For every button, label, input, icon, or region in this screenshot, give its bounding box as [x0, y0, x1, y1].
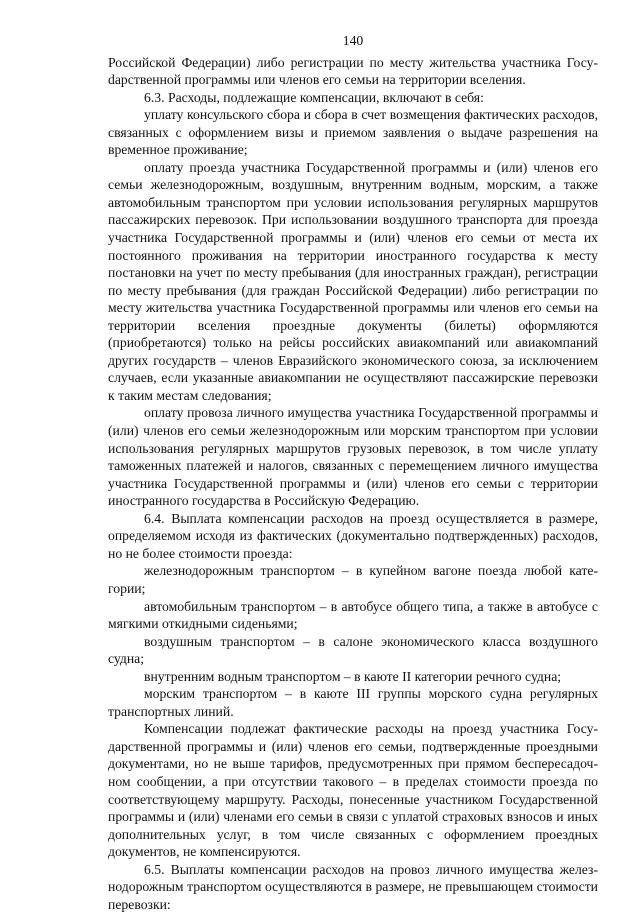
paragraph-travel-payment: оплату проезда участника Государственной программы и (или) членов его семьи железнодорожным, воздушным, внутренним водным, морским, а также автомобильным транспортом при условии использования регулярных маршрутов пассажирских перевозок. При использовании воздушного транспорта для проезда участника Государственной программы и (или) членов его семьи от места их постоянного проживания на территории иностранного государства к месту постановки на учет по месту пребывания (для иностранных граждан), регистрации по месту пребывания (для граждан Российской Федерации) либо регистрации по месту жительства участника Государственной программы или членов его семьи на территории вселения проездные документы (билеты) оформляются (приобретаются) только на рейсы российских авиакомпаний или авиакомпаний других государств – членов Евразийского экономического союза, за исключением случаев, если указанные авиакомпании не осуществляют пассажирские перевозки к таким местам следования;	[108, 159, 598, 403]
paragraph-6-3-heading: 6.3. Расходы, подлежащие компенсации, включают в себя:	[144, 89, 484, 105]
paragraph-inland-water: внутренним водным транспортом – в каюте II категории речного судна;	[144, 668, 562, 684]
paragraph-continuation: Российской Федерации) либо регистрации по месту жительства участника Госуdарственной программы или членов его семьи на территории вселения.	[108, 54, 598, 88]
document-page	[108, 32, 598, 913]
paragraph-sea: морским транспортом – в каюте III группы морского судна регулярных транспортных линий.	[108, 686, 598, 719]
paragraph-consular-fee: уплату консульского сбора и сбора в счет возмещения фактических расходов, связанных с оформлением визы и приемом заявления о выдаче разрешения на временное проживание;	[108, 107, 598, 158]
paragraph-rail: железнодорожным транспортом – в купейном вагоне поезда любой категории;	[108, 563, 598, 596]
page-number: 140	[342, 33, 364, 48]
paragraph-road: автомобильным транспортом – в автобусе общего типа, а также в автобусе с мягкими откидными сиденьями;	[108, 598, 598, 632]
paragraph-property-transport: оплату провоза личного имущества участника Государственной программы и (или) членов его семьи железнодорожным или морским транспортом при условии использования регулярных маршрутов грузовых перевозок, в том числе уплату таможенных платежей и налогов, связанных с перемещением личного имущества участника Государственной программы и (или) членов его семьи с территории иностранного государства в Российскую Федерацию.	[108, 405, 598, 509]
paragraph-6-5: 6.5. Выплаты компенсации расходов на провоз личного имущества железнодорожным транспортом осуществляются в размере, не превышающем стоимости перевозки:	[108, 861, 598, 912]
paragraph-compensation-rules: Компенсации подлежат фактические расходы на проезд участника Государственной программы и (или) членов его семьи, подтвержденные проездными документами, но не выше тарифов, предусмотренных при прямом беспересадочном сообщении, а при отсутствии такового – в пределах стоимости проезда по соответствующему маршруту. Расходы, понесенные участником Государственной программы и (или) членами его семьи в связи с уплатой страховых взносов и иных дополнительных услуг, в том числе связанных с оформлением проездных документов, не компенсируются.	[108, 721, 598, 860]
paragraph-air: воздушным транспортом – в салоне экономического класса воздушного судна;	[108, 633, 598, 667]
paragraph-6-4: 6.4. Выплата компенсации расходов на проезд осуществляется в размере, определяемом исходя из фактических (документально подтвержденных) расходов, но не более стоимости проезда:	[108, 510, 598, 561]
